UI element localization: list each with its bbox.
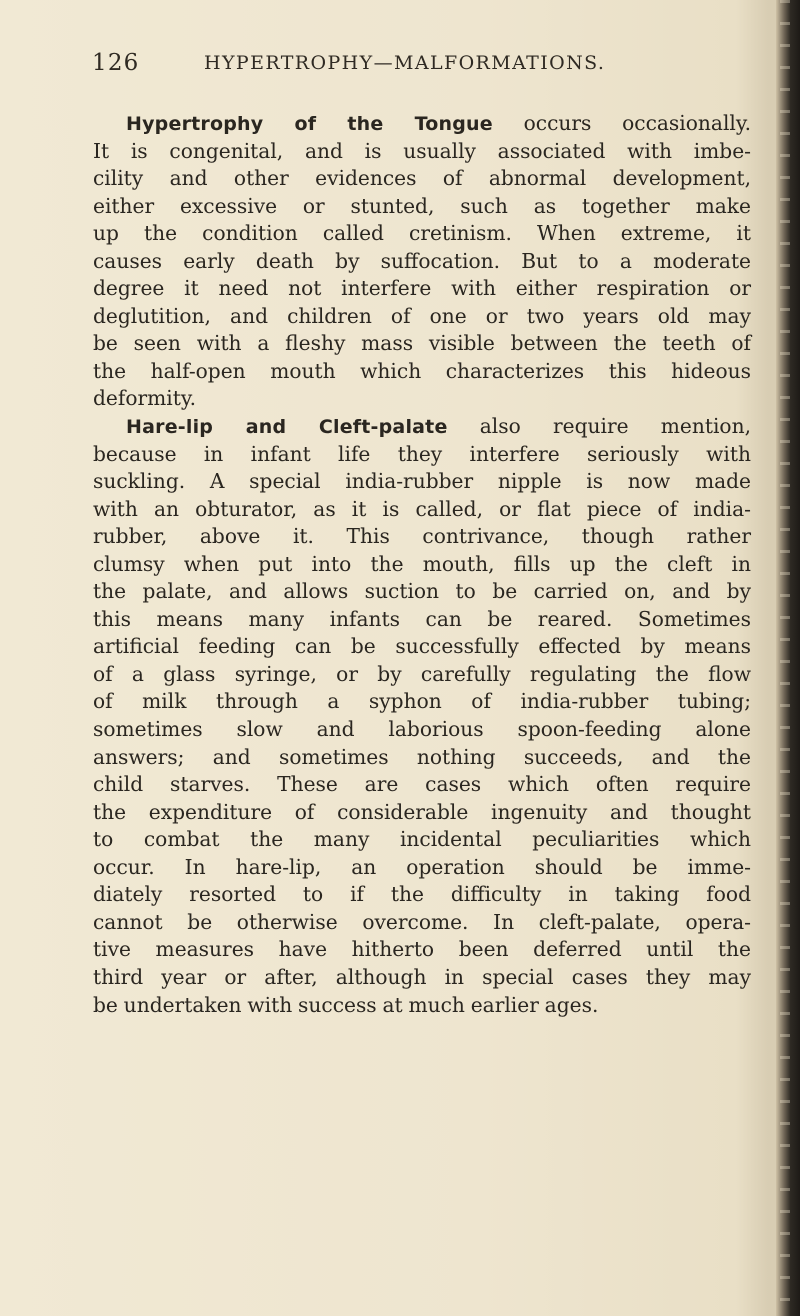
text-line: cannot be otherwise overcome. In cleft-palate, opera- [93,909,751,934]
text-line: of a glass syringe, or by carefully regulating the flow [93,661,751,686]
paragraph-heading: Hypertrophy of the Tongue [126,113,493,135]
running-title: HYPERTROPHY—MALFORMATIONS. [204,52,606,74]
text-line: because in infant life they interfere seriously with [93,441,751,466]
text-line: causes early death by suffocation. But to a moderate [93,248,751,273]
text-line: the half-open mouth which characterizes this hideous [93,358,751,383]
text-line: up the condition called cretinism. When extreme, it [93,221,751,246]
text-line: sometimes slow and laborious spoon-feeding alone [93,717,751,742]
text-line: the palate, and allows suction to be carried on, and by [93,579,751,604]
text-line: of milk through a syphon of india-rubber tubing; [93,689,751,714]
text-line: diately resorted to if the difficulty in taking food [93,882,751,907]
text-line [93,110,751,138]
body-text [93,110,751,1019]
text-run: occurs occasionally. [492,111,751,135]
text-line: to combat the many incidental peculiarities which [93,827,751,852]
running-head [92,50,712,84]
text-line: this means many infants can be reared. Sometimes [93,606,751,631]
text-line: answers; and sometimes nothing succeeds, and the [93,744,751,769]
text-line: deformity. [93,386,196,411]
page-edge-texture [780,0,790,1316]
text-line: deglutition, and children of one or two years old may [93,303,751,328]
text-line: artificial feeding can be successfully effected by means [93,634,751,659]
text-line: clumsy when put into the mouth, fills up the cleft in [93,551,751,576]
text-line: cility and other evidences of abnormal development, [93,166,751,191]
text-line: child starves. These are cases which often require [93,772,751,797]
text-line: either excessive or stunted, such as together make [93,193,751,218]
paragraph-heading: Hare-lip and Cleft-palate [126,416,448,439]
text-line: tive measures have hitherto been deferred until the [93,937,751,962]
text-line: be undertaken with success at much earlier ages. [93,992,599,1017]
text-line: with an obturator, as it is called, or flat piece of india- [93,496,751,521]
text-line: It is congenital, and is usually associated with imbe- [93,138,751,163]
text-line: third year or after, although in special cases they may [93,964,751,989]
text-line: suckling. A special india-rubber nipple is now made [93,469,751,494]
text-line: be seen with a fleshy mass visible between the teeth of [93,331,751,356]
text-line: the expenditure of considerable ingenuity and thought [93,799,751,824]
text-line: degree it need not interfere with either respiration or [93,276,751,301]
text-run: also require mention, [447,414,751,439]
text-line: occur. In hare-lip, an operation should be imme- [93,854,751,879]
text-line [93,413,751,441]
page-number: 126 [92,50,140,76]
text-line: rubber, above it. This contrivance, though rather [93,524,751,549]
